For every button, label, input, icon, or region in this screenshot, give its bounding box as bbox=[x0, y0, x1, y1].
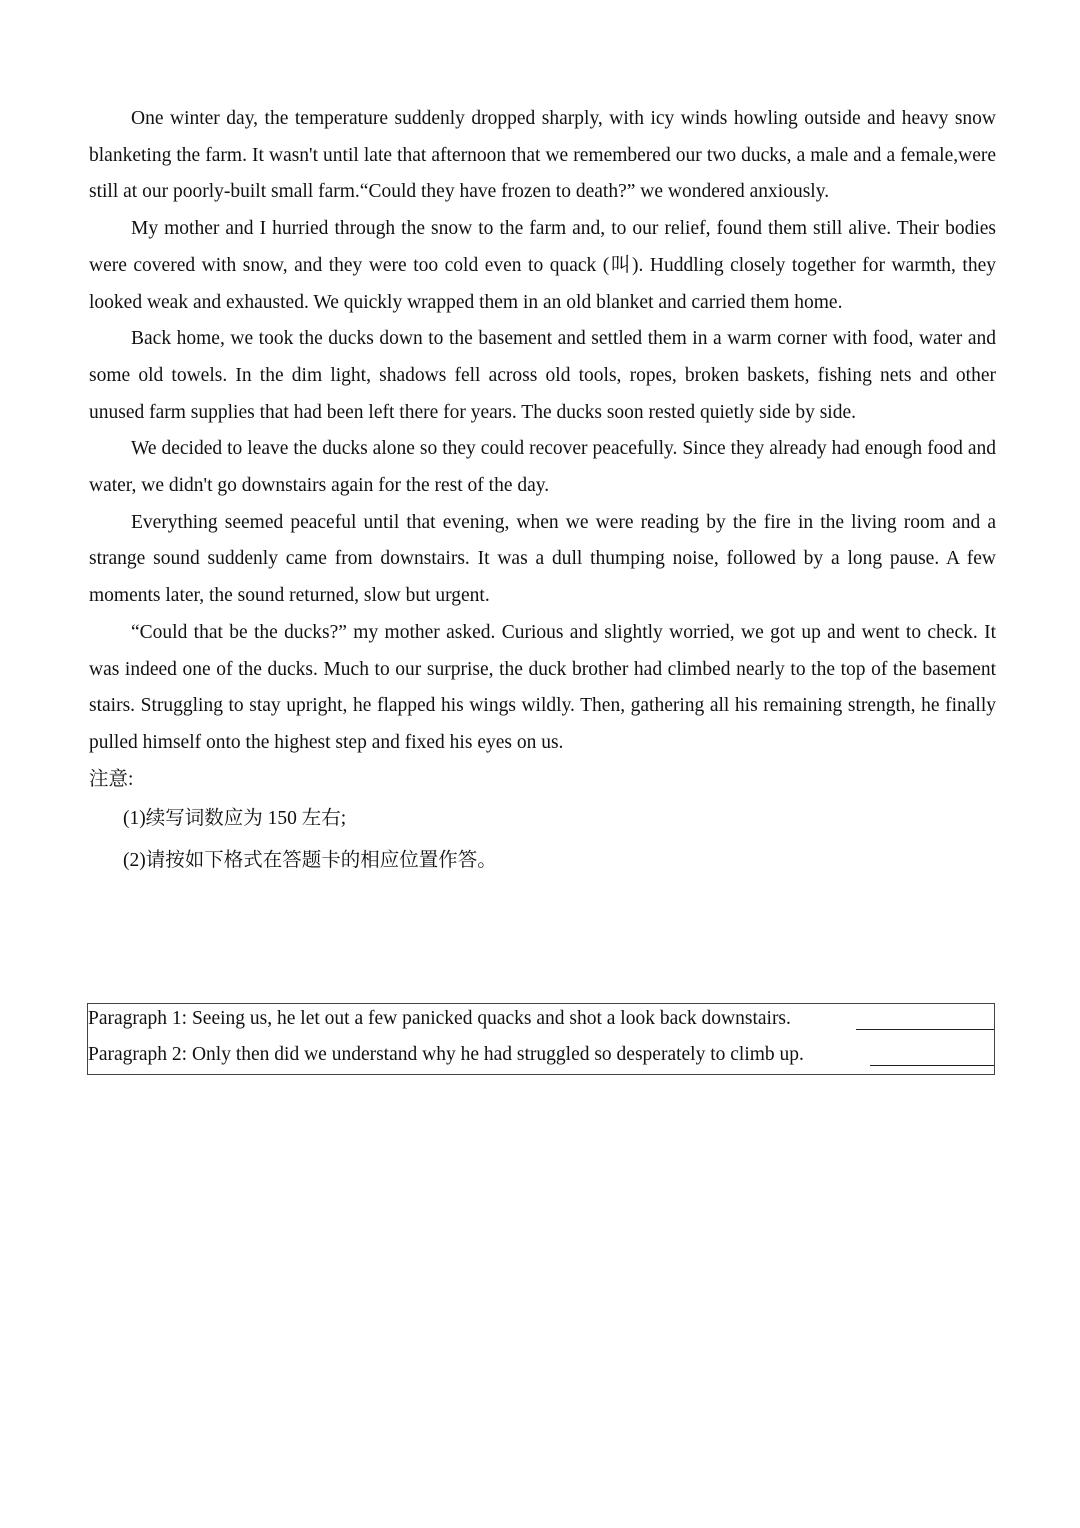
paragraph-1-prompt: Paragraph 1: Seeing us, he let out a few panicked quacks and shot a look back downstairs. bbox=[88, 1008, 791, 1029]
passage-paragraph-1: One winter day, the temperature suddenly dropped sharply, with icy winds howling outside and heavy snow blanketing the farm. It wasn't until late that afternoon that we remembered our two ducks, a male and a female,were still at our poorly-built small farm.“Could they have frozen to death?” we wondered anxiously. bbox=[89, 108, 996, 203]
document-page bbox=[89, 101, 996, 882]
passage-paragraph-2: My mother and I hurried through the snow to the farm and, to our relief, found them still alive. Their bodies were covered with snow, and they were too cold even to quack (叫). Huddling closely together for warmth, they looked weak and exhausted. We quickly wrapped them in an old blanket and carried them home. bbox=[89, 218, 996, 313]
paragraph-2-blank bbox=[870, 1065, 994, 1066]
passage-paragraph-3: Back home, we took the ducks down to the basement and settled them in a warm corner with food, water and some old towels. In the dim light, shadows fell across old tools, ropes, broken baskets, fishing nets and other unused farm supplies that had been left there for years. The ducks soon rested quietly side by side. bbox=[89, 328, 996, 423]
answer-line-paragraph-1 bbox=[88, 1004, 994, 1040]
answer-line-paragraph-2 bbox=[88, 1040, 994, 1076]
passage-paragraph-4: We decided to leave the ducks alone so they could recover peacefully. Since they already had enough food and water, we didn't go downstairs again for the rest of the day. bbox=[89, 438, 996, 497]
answer-format-box bbox=[87, 1003, 995, 1075]
passage-paragraph-6: “Could that be the ducks?” my mother asked. Curious and slightly worried, we got up and went to check. It was indeed one of the ducks. Much to our surprise, the duck brother had climbed nearly to the top of the basement stairs. Struggling to stay upright, he flapped his wings wildly. Then, gathering all his remaining strength, he finally pulled himself onto the highest step and fixed his eyes on us. bbox=[89, 621, 996, 753]
paragraph-2-prompt: Paragraph 2: Only then did we understand why he had struggled so desperately to climb up. bbox=[88, 1044, 804, 1065]
paragraph-1-blank bbox=[856, 1029, 994, 1030]
passage-paragraph-5: Everything seemed peaceful until that evening, when we were reading by the fire in the living room and a strange sound suddenly came from downstairs. It was a dull thumping noise, followed by a long pause. A few moments later, the sound returned, slow but urgent. bbox=[89, 511, 996, 607]
notes-heading: 注意: bbox=[89, 768, 134, 790]
note-item-word-count: (1)续写词数应为 150 左右; bbox=[123, 808, 347, 830]
note-item-format: (2)请按如下格式在答题卡的相应位置作答。 bbox=[123, 850, 497, 872]
